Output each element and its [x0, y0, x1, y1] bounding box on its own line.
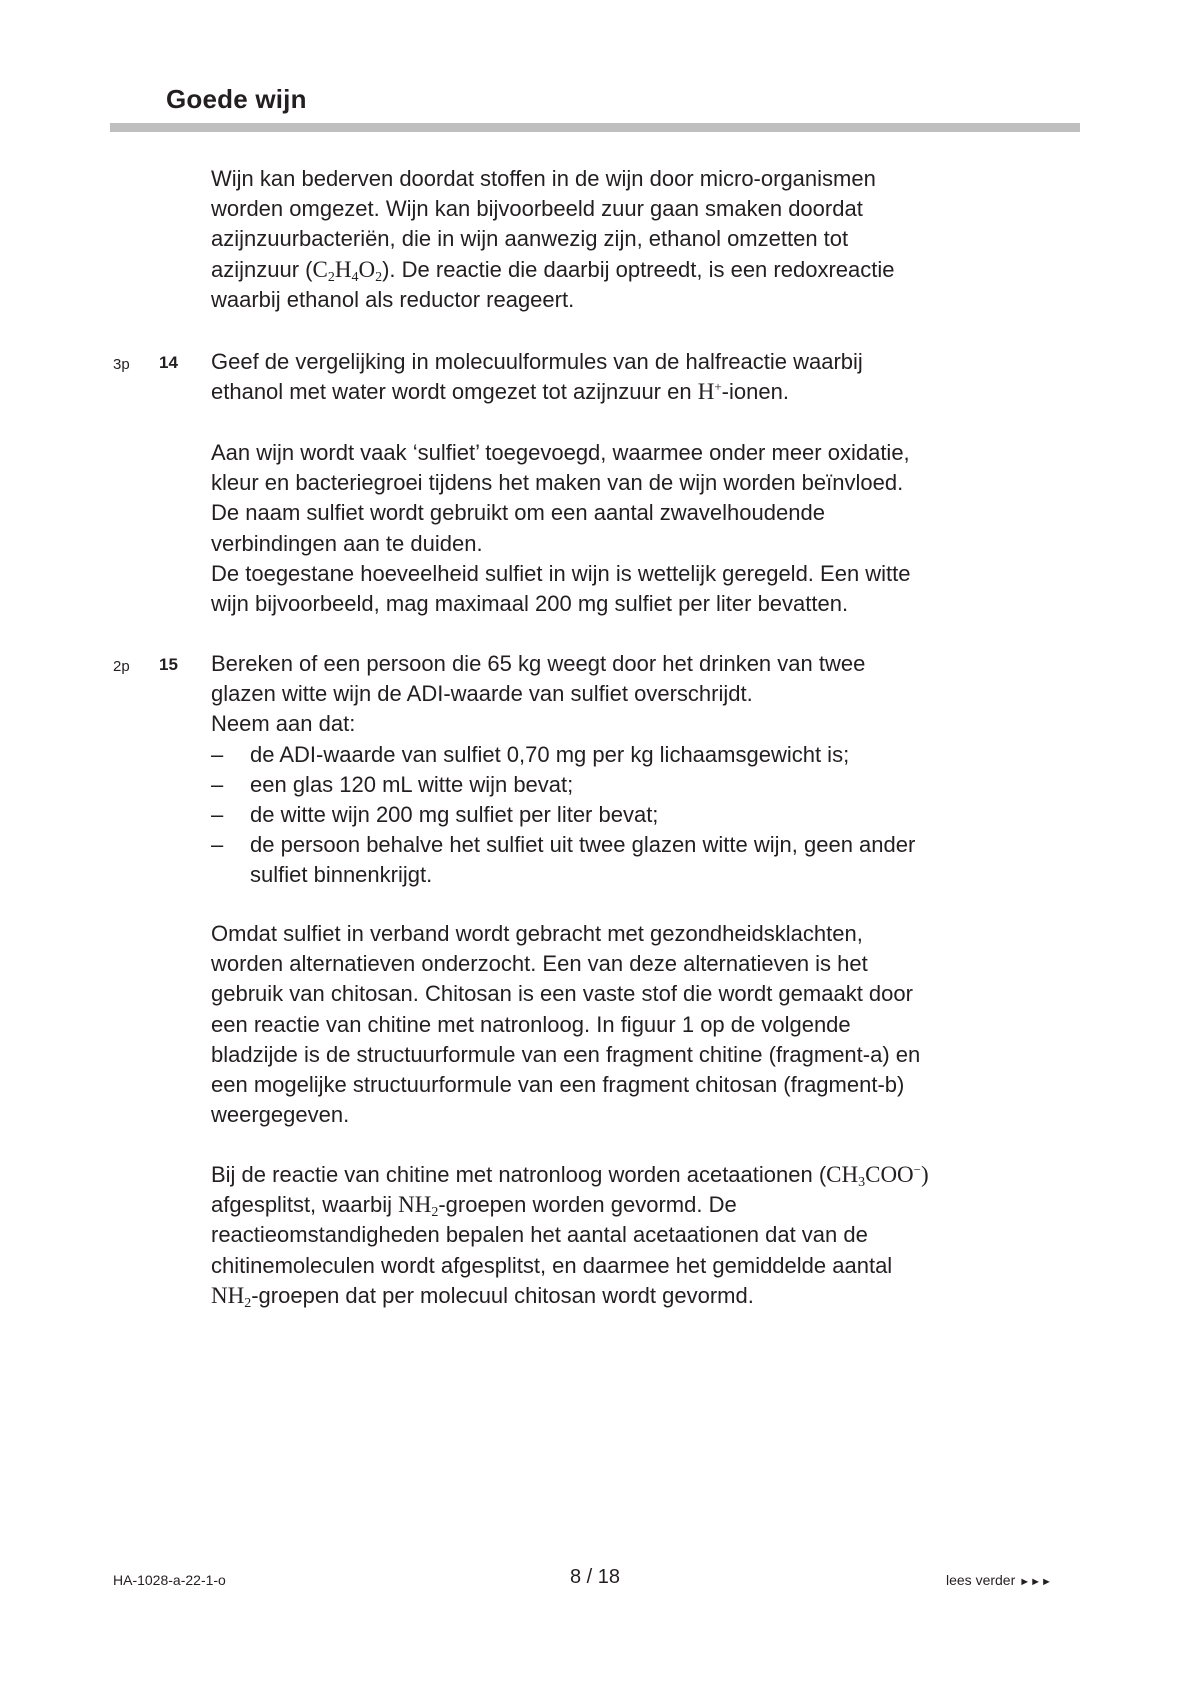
question-15-points: 2p	[113, 658, 130, 675]
paragraph-line	[211, 1160, 1071, 1190]
reaction-paragraph	[211, 1160, 1071, 1311]
formula-part: H	[334, 256, 352, 282]
formula-part: O	[358, 256, 376, 282]
paragraph-line	[211, 1281, 1071, 1311]
paragraph-line: reactieomstandigheden bepalen het aantal acetaationen dat van de	[211, 1222, 868, 1248]
text-fragment: Bij de reactie van chitine met natronloog worden acetaationen (	[211, 1162, 827, 1187]
paragraph-line: De toegestane hoeveelheid sulfiet in wijn is wettelijk geregeld. Een witte	[211, 560, 911, 586]
formula-acetic-acid	[312, 256, 383, 285]
dash-bullet-icon: –	[211, 771, 224, 797]
page-title: Goede wijn	[166, 84, 307, 114]
paragraph-line: bladzijde is de structuurformule van een fragment chitine (fragment-a) en	[211, 1041, 921, 1067]
formula-part: NH	[398, 1192, 432, 1218]
formula-subscript: 3	[858, 1175, 866, 1190]
text-fragment: azijnzuur (	[211, 256, 313, 282]
dash-bullet-icon: –	[211, 832, 224, 858]
continue-label: lees verder	[946, 1572, 1016, 1588]
formula-nh2	[398, 1192, 439, 1221]
formula-subscript: 2	[244, 1295, 252, 1311]
text-fragment: -groepen worden gevormd. De	[438, 1192, 737, 1218]
formula-superscript: +	[714, 379, 722, 395]
paragraph-line: gebruik van chitosan. Chitosan is een vaste stof die wordt gemaakt door	[211, 981, 913, 1007]
question-14-number: 14	[159, 353, 178, 372]
formula-part: NH	[211, 1282, 245, 1308]
formula-acetate	[826, 1162, 922, 1190]
question-line: Geef de vergelijking in molecuulformules van de halfreactie waarbij	[211, 349, 863, 374]
formula-nh2	[211, 1282, 252, 1311]
exam-code: HA-1028-a-22-1-o	[113, 1572, 226, 1588]
question-line: Bereken of een persoon die 65 kg weegt door het drinken van twee	[211, 651, 866, 676]
formula-subscript: 2	[375, 269, 383, 285]
paragraph-line: een reactie van chitine met natronloog. In figuur 1 op de volgende	[211, 1011, 851, 1037]
intro-line: azijnzuurbacteriën, die in wijn aanwezig zijn, ethanol omzetten tot	[211, 226, 849, 252]
formula-part: C	[312, 256, 328, 282]
question-line: Neem aan dat:	[211, 711, 356, 737]
intro-line: worden omgezet. Wijn kan bijvoorbeeld zuur gaan smaken doordat	[211, 196, 863, 222]
assumption-text: de persoon behalve het sulfiet uit twee glazen witte wijn, geen ander	[250, 832, 916, 858]
page-number: 8 / 18	[570, 1566, 621, 1588]
assumption-item	[211, 830, 1071, 860]
assumption-item	[211, 800, 1071, 830]
assumption-item	[211, 770, 1071, 800]
paragraph-line	[211, 1190, 1071, 1220]
sulfiet-paragraph	[211, 438, 1071, 619]
paragraph-line: Omdat sulfiet in verband wordt gebracht met gezondheidsklachten,	[211, 921, 863, 946]
dash-bullet-icon: –	[211, 741, 224, 767]
paragraph-line: worden alternatieven onderzocht. Een van deze alternatieven is het	[211, 951, 868, 977]
question-15-number: 15	[159, 655, 178, 674]
text-fragment: ). De reactie die daarbij optreedt, is een redoxreactie	[382, 256, 895, 282]
intro-line-formula	[211, 255, 1071, 285]
text-fragment: ethanol met water wordt omgezet tot azijnzuur en	[211, 379, 698, 405]
text-fragment: )	[921, 1162, 929, 1187]
formula-part: COO	[865, 1162, 914, 1187]
formula-h-ion	[698, 379, 722, 404]
paragraph-line: chitinemoleculen wordt afgesplitst, en daarmee het gemiddelde aantal	[211, 1252, 893, 1278]
formula-subscript: 2	[327, 269, 335, 285]
dash-bullet-icon: –	[211, 802, 224, 828]
question-line	[211, 377, 1071, 407]
formula-part: H	[697, 379, 715, 405]
question-line: glazen witte wijn de ADI-waarde van sulfiet overschrijdt.	[211, 681, 753, 707]
assumption-text: de witte wijn 200 mg sulfiet per liter bevat;	[250, 802, 659, 828]
assumption-text: sulfiet binnenkrijgt.	[250, 862, 433, 888]
assumption-item-continuation	[211, 860, 1071, 890]
assumption-item	[211, 740, 1071, 770]
formula-subscript: 4	[351, 269, 359, 285]
formula-superscript: −	[913, 1162, 922, 1177]
chitosan-paragraph	[211, 919, 1071, 1130]
intro-paragraph	[211, 164, 1071, 315]
paragraph-line: De naam sulfiet wordt gebruikt om een aantal zwavelhoudende	[211, 500, 825, 526]
text-fragment: -ionen.	[721, 379, 789, 405]
text-fragment: afgesplitst, waarbij	[211, 1192, 399, 1218]
continue-hint	[946, 1572, 1052, 1588]
paragraph-line: Aan wijn wordt vaak ‘sulfiet’ toegevoegd, waarmee onder meer oxidatie,	[211, 440, 910, 465]
paragraph-line: verbindingen aan te duiden.	[211, 530, 483, 556]
paragraph-line: een mogelijke structuurformule van een fragment chitosan (fragment-b)	[211, 1072, 905, 1098]
question-14-text	[211, 347, 1071, 407]
intro-line: Wijn kan bederven doordat stoffen in de wijn door micro-organismen	[211, 166, 876, 191]
triple-arrow-icon: ►►►	[1019, 1576, 1052, 1588]
question-14-points: 3p	[113, 356, 130, 373]
text-fragment: -groepen dat per molecuul chitosan wordt gevormd.	[251, 1282, 754, 1308]
paragraph-line: weergegeven.	[211, 1102, 350, 1128]
title-divider-bar	[110, 123, 1080, 132]
formula-subscript: 2	[431, 1205, 439, 1221]
paragraph-line: wijn bijvoorbeeld, mag maximaal 200 mg sulfiet per liter bevatten.	[211, 591, 849, 617]
question-15-text	[211, 649, 1071, 891]
paragraph-line: kleur en bacteriegroei tijdens het maken van de wijn worden beïnvloed.	[211, 470, 904, 496]
assumption-text: de ADI-waarde van sulfiet 0,70 mg per kg lichaamsgewicht is;	[250, 741, 850, 767]
intro-line: waarbij ethanol als reductor reageert.	[211, 286, 575, 312]
assumption-text: een glas 120 mL witte wijn bevat;	[250, 771, 574, 797]
formula-part: CH	[826, 1162, 859, 1187]
